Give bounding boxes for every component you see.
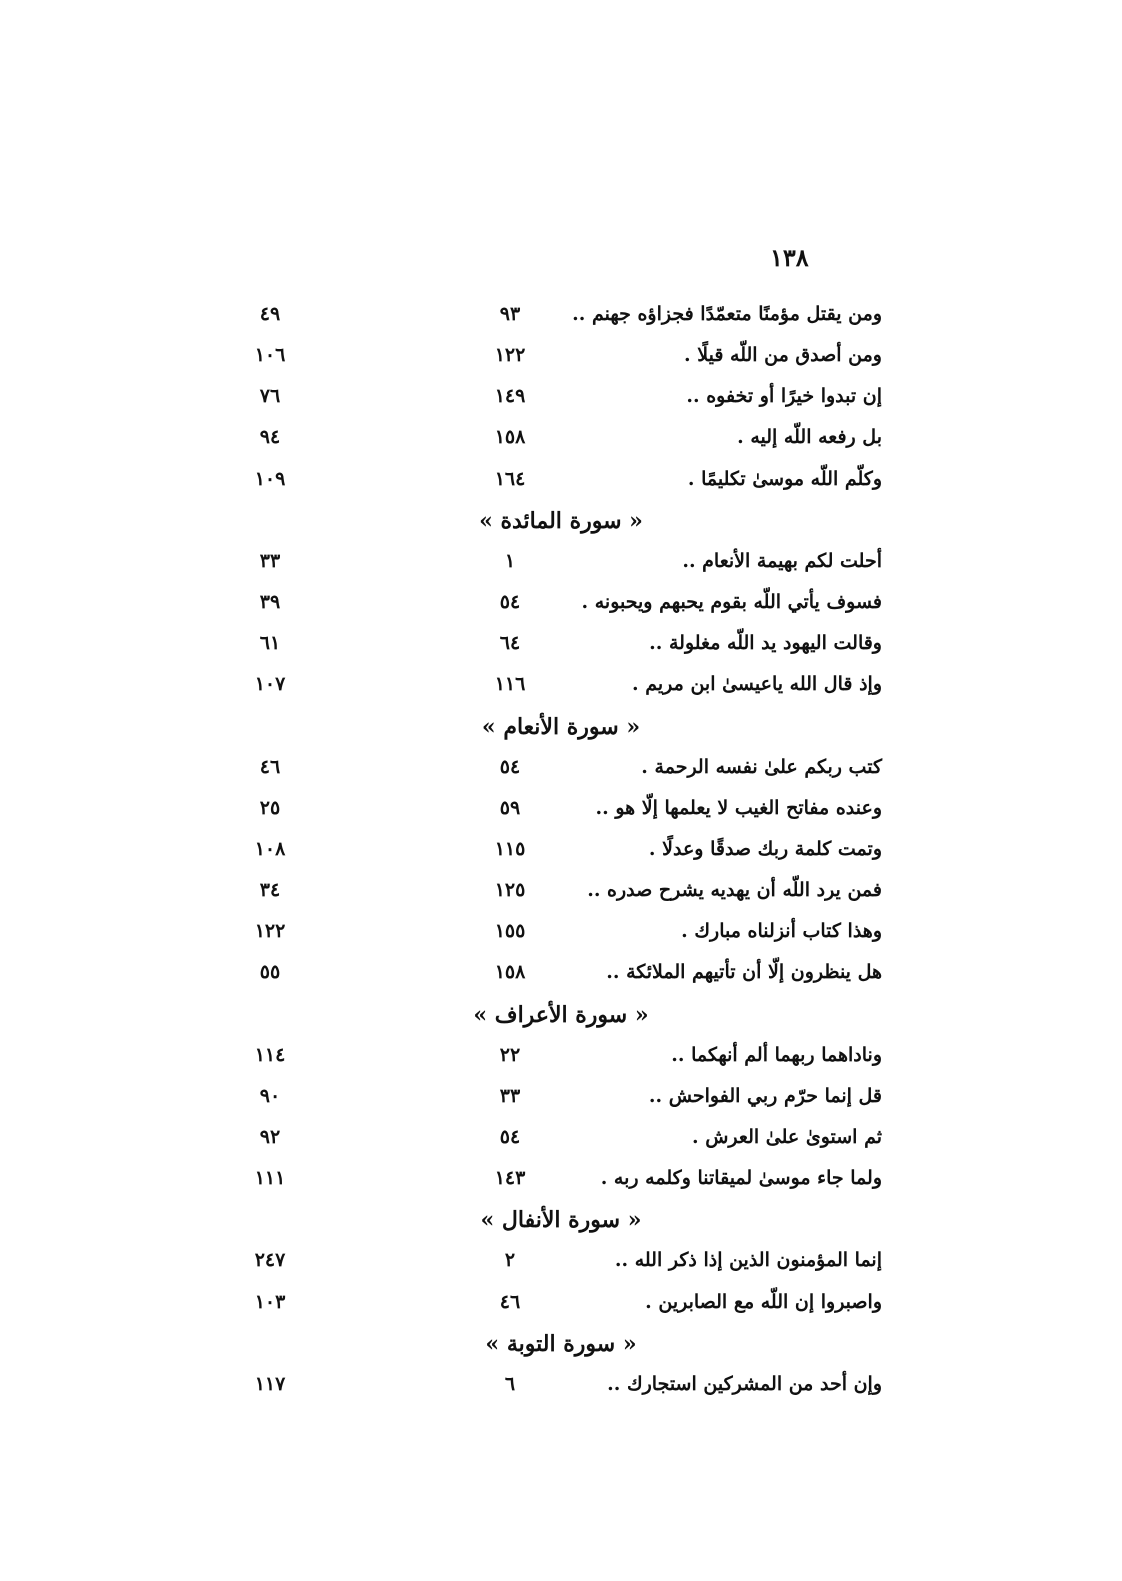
surah-heading-text: « سورة الأعراف »	[473, 1001, 649, 1028]
verse-text: ولما جاء موسىٰ لميقاتنا وكلمه ربه .	[600, 1167, 882, 1190]
ayah-number: ١٢٥	[494, 879, 526, 902]
page-reference: ١٠٩	[254, 467, 286, 490]
ayah-number: ١٦٤	[494, 467, 526, 490]
page-reference: ٣٩	[259, 591, 281, 614]
index-row	[0, 1161, 1122, 1195]
page-reference: ٢٥	[259, 796, 281, 819]
index-row	[0, 955, 1122, 989]
index-row	[0, 462, 1122, 496]
index-row	[0, 544, 1122, 578]
ayah-number: ٦	[504, 1372, 516, 1395]
ayah-number: ١٥٥	[494, 920, 526, 943]
page-reference: ٤٦	[259, 755, 281, 778]
verse-text: بل رفعه اللّه إليه .	[737, 426, 882, 449]
page-number: ١٣٨	[770, 243, 809, 272]
surah-heading	[0, 1202, 1122, 1236]
page-reference: ٣٤	[259, 879, 281, 902]
verse-text: قل إنما حرّم ربي الفواحش ..	[648, 1084, 882, 1107]
page-reference: ١٠٣	[254, 1290, 286, 1313]
verse-text: أحلت لكم بهيمة الأنعام ..	[682, 549, 882, 572]
ayah-number: ٥٩	[499, 796, 521, 819]
surah-heading	[0, 709, 1122, 743]
page-reference: ٥٥	[259, 961, 281, 984]
page-reference: ٩٢	[259, 1126, 281, 1148]
index-row	[0, 1243, 1122, 1277]
ayah-number: ٣٣	[499, 1084, 521, 1107]
ayah-number: ١٥٨	[494, 961, 526, 984]
index-row	[0, 832, 1122, 866]
index-row	[0, 1120, 1122, 1154]
surah-heading	[0, 1326, 1122, 1360]
index-row	[0, 914, 1122, 948]
index-row	[0, 750, 1122, 784]
ayah-number: ١١٦	[494, 673, 526, 696]
ayah-number: ٢٢	[499, 1043, 521, 1066]
ayah-number: ١٢٢	[494, 344, 526, 367]
surah-heading-text: « سورة الأنفال »	[480, 1207, 642, 1234]
verse-text: إن تبدوا خيرًا أو تخفوه ..	[686, 385, 882, 408]
index-row	[0, 626, 1122, 660]
verse-text: وتمت كلمة ربك صدقًا وعدلًا .	[648, 837, 882, 860]
ayah-number: ٥٤	[499, 591, 521, 614]
ayah-number: ١٤٣	[494, 1167, 526, 1190]
page-reference: ١١٤	[254, 1043, 286, 1066]
ayah-number: ١١٥	[494, 837, 526, 860]
page-reference: ١١١	[254, 1167, 286, 1190]
verse-text: واصبروا إن اللّه مع الصابرين .	[645, 1290, 882, 1313]
page-reference: ٤٩	[259, 303, 281, 325]
surah-heading	[0, 503, 1122, 537]
index-row	[0, 1285, 1122, 1319]
page-reference: ١٠٨	[254, 837, 286, 860]
ayah-number: ٢	[504, 1249, 516, 1272]
index-row	[0, 667, 1122, 701]
verse-text: ومن يقتل مؤمنًا متعمّدًا فجزاؤه جهنم ..	[572, 303, 882, 325]
ayah-number: ٥٤	[499, 1126, 521, 1148]
verse-text: فسوف يأتي اللّه بقوم يحبهم ويحبونه .	[581, 591, 882, 614]
verse-text: وهذا كتاب أنزلناه مبارك .	[681, 920, 882, 943]
verse-text: وإذ قال الله ياعيسىٰ ابن مريم .	[632, 673, 882, 696]
page-reference: ٦١	[259, 632, 281, 655]
page-reference: ٩٤	[259, 426, 281, 449]
surah-heading-text: « سورة التوبة »	[485, 1330, 637, 1357]
page-reference: ٧٦	[259, 385, 281, 408]
ayah-number: ٥٤	[499, 755, 521, 778]
page-reference: ٩٠	[259, 1084, 281, 1107]
ayah-number: ٩٣	[499, 303, 521, 325]
verse-text: وناداهما ربهما ألم أنهكما ..	[671, 1043, 882, 1066]
ayah-number: ١٤٩	[494, 385, 526, 408]
verse-text: إنما المؤمنون الذين إذا ذكر الله ..	[614, 1249, 882, 1272]
surah-heading-text: « سورة الأنعام »	[481, 713, 641, 740]
index-row	[0, 1079, 1122, 1113]
page-reference: ١٠٦	[254, 344, 286, 367]
index-row	[0, 1367, 1122, 1401]
ayah-number: ٦٤	[499, 632, 521, 655]
index-row	[0, 379, 1122, 413]
verse-text: كتب ربكم علىٰ نفسه الرحمة .	[641, 755, 882, 778]
index-row	[0, 873, 1122, 907]
verse-text: ومن أصدق من اللّه قيلًا .	[684, 344, 882, 367]
index-row	[0, 1038, 1122, 1072]
index-row	[0, 420, 1122, 454]
verse-text: وإن أحد من المشركين استجارك ..	[607, 1372, 882, 1395]
index-row	[0, 585, 1122, 619]
verse-text: وكلّم اللّه موسىٰ تكليمًا .	[687, 467, 882, 490]
surah-heading	[0, 997, 1122, 1031]
surah-heading-text: « سورة المائدة »	[479, 507, 643, 534]
page-reference: ٢٤٧	[254, 1249, 286, 1272]
verse-text: ثم استوىٰ علىٰ العرش .	[692, 1126, 882, 1148]
page-reference: ١٠٧	[254, 673, 286, 696]
ayah-number: ٤٦	[499, 1290, 521, 1313]
verse-text: هل ينظرون إلّا أن تأتيهم الملائكة ..	[606, 961, 882, 984]
index-row	[0, 297, 1122, 331]
ayah-number: ١٥٨	[494, 426, 526, 449]
page-reference: ١٢٢	[254, 920, 286, 943]
ayah-number: ١	[504, 549, 516, 572]
index-row	[0, 338, 1122, 372]
page-reference: ٣٣	[259, 549, 281, 572]
verse-text: وقالت اليهود يد اللّه مغلولة ..	[649, 632, 882, 655]
verse-text: وعنده مفاتح الغيب لا يعلمها إلّا هو ..	[595, 796, 882, 819]
page-reference: ١١٧	[254, 1372, 286, 1395]
index-row	[0, 791, 1122, 825]
verse-text: فمن يرد اللّه أن يهديه يشرح صدره ..	[587, 879, 882, 902]
